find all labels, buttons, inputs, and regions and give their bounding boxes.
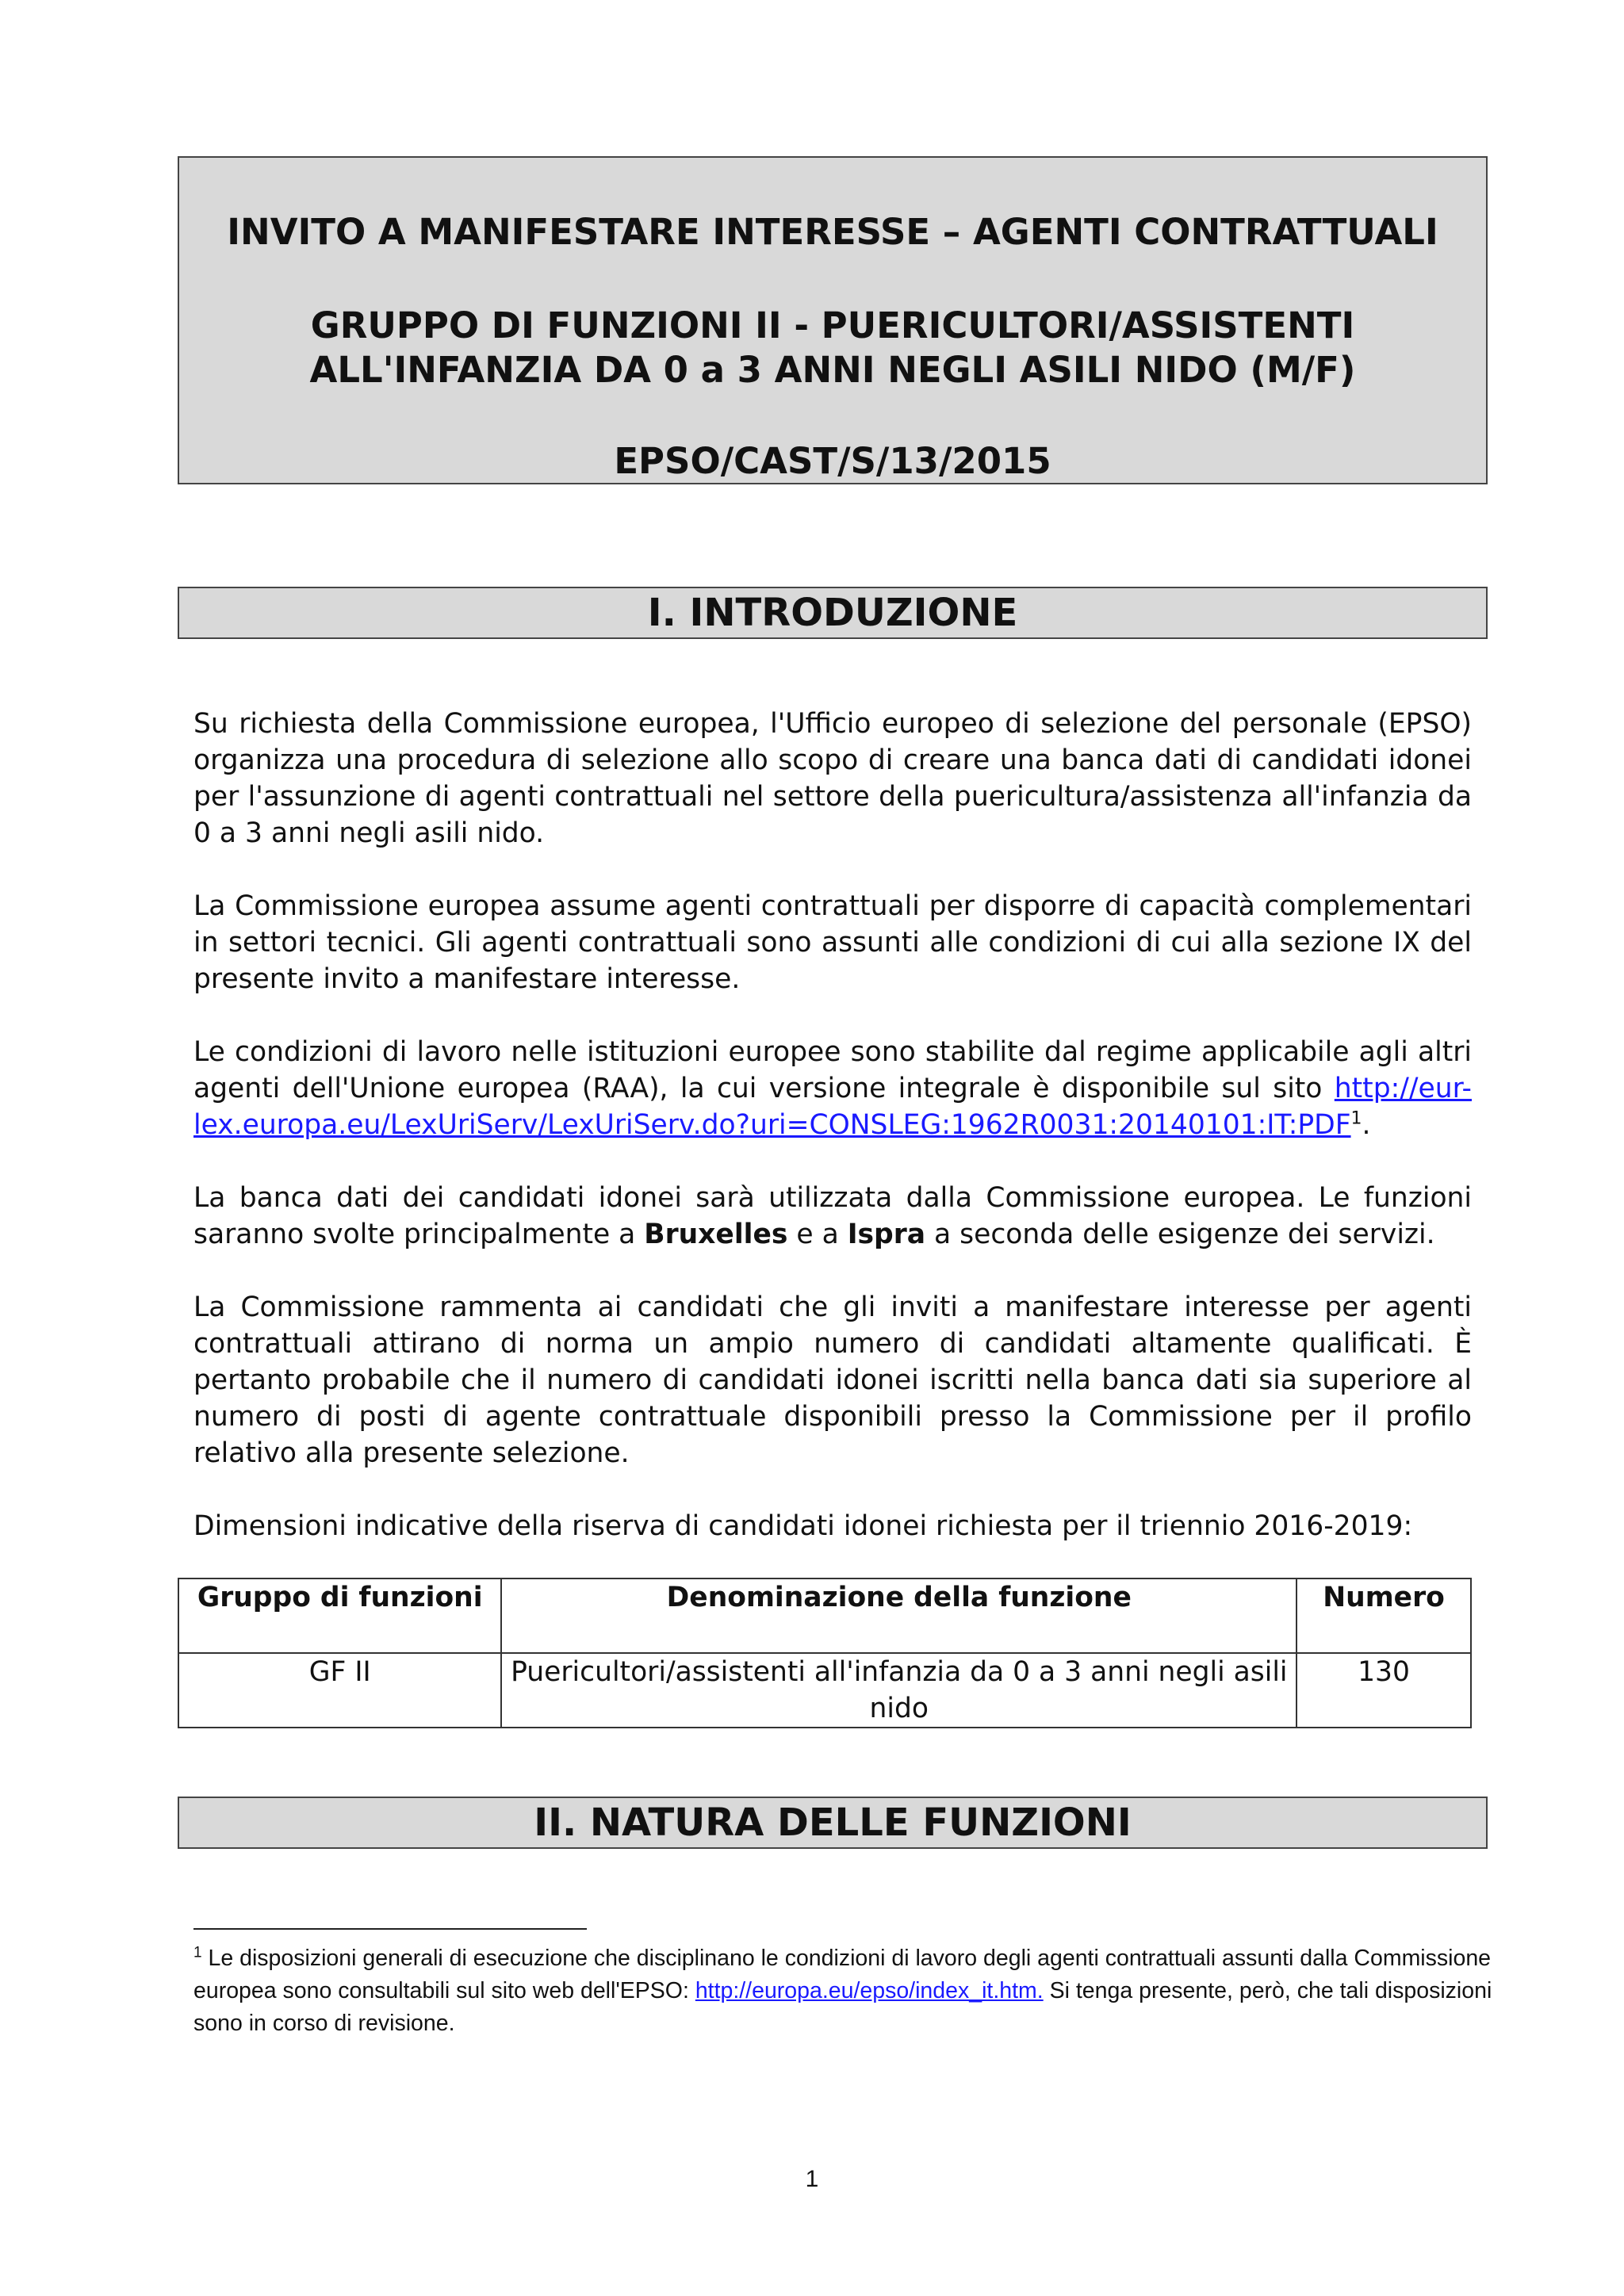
title-line-3: ALL'INFANZIA DA 0 a 3 ANNI NEGLI ASILI NIDO (M/F)	[309, 349, 1356, 391]
footnote	[193, 1942, 1494, 2040]
footnote-separator	[193, 1928, 587, 1930]
table-row	[178, 1653, 1471, 1728]
footnote-text: Le disposizioni generali di esecuzione che disciplinano le condizioni di lavoro degli agenti contrattuali assunti dalla Commissione europea sono consultabili sul sito web dell'EPSO:	[193, 1946, 1492, 2003]
table-cell-denominazione: Puericultori/assistenti all'infanzia da 0 a 3 anni negli asili nido	[501, 1653, 1297, 1728]
paragraph-4-text-a: La banca dati dei candidati idonei sarà utilizzata dalla Commissione europea. Le funzioni saranno svolte principalmente a	[193, 1182, 1472, 1250]
location-ispra: Ispra	[847, 1219, 926, 1250]
paragraph-1: Su richiesta della Commissione europea, l'Ufficio europeo di selezione del personale (EPSO) organizza una procedura di selezione allo scopo di creare una banca dati di candidati idonei per l'assunzione di agenti contrattuali nel settore della puericultura/assistenza all'infanzia da 0 a 3 anni negli asili nido.	[193, 708, 1472, 849]
location-bruxelles: Bruxelles	[644, 1219, 788, 1250]
paragraph-3-text: Le condizioni di lavoro nelle istituzioni europee sono stabilite dal regime applicabile agli altri agenti dell'Unione europea (RAA), la cui versione integrale è disponibile sul sito	[193, 1036, 1472, 1104]
title-reference-code: EPSO/CAST/S/13/2015	[614, 440, 1051, 482]
paragraph-5: La Commissione rammenta ai candidati che gli inviti a manifestare interesse per agenti contrattuali attirano di norma un ampio numero di candidati altamente qualificati. È pertanto probabile che il numero di candidati idonei iscritti nella banca dati sia superiore al numero di posti di agente contrattuale disponibili presso la Commissione per il profilo relativo alla presente selezione.	[193, 1292, 1472, 1469]
page-number: 1	[805, 2166, 819, 2192]
footnote-ref[interactable]: 1	[1350, 1108, 1362, 1129]
paragraph-4	[193, 1180, 1472, 1253]
paragraph-6: Dimensioni indicative della riserva di candidati idonei richiesta per il triennio 2016-2019:	[193, 1510, 1413, 1542]
title-line-2: GRUPPO DI FUNZIONI II - PUERICULTORI/ASSISTENTI	[310, 304, 1355, 346]
section-heading-natura-funzioni: II. NATURA DELLE FUNZIONI	[178, 1797, 1488, 1849]
paragraph-4-text-e: a seconda delle esigenze dei servizi.	[925, 1219, 1435, 1250]
paragraph-4-text-c: e a	[787, 1219, 848, 1250]
table-header-numero: Numero	[1297, 1578, 1471, 1653]
title-box	[178, 156, 1488, 484]
reserve-size-table	[178, 1578, 1472, 1728]
footnote-marker: 1	[193, 1944, 202, 1961]
footnote-text-end: Si tenga presente, però, che tali disposizioni sono in corso di revisione.	[193, 1978, 1492, 2036]
table-header-row	[178, 1578, 1471, 1653]
epso-link[interactable]: http://europa.eu/epso/index_it.htm.	[695, 1978, 1044, 2003]
table-cell-gruppo: GF II	[178, 1653, 501, 1728]
section-heading-introduzione: I. INTRODUZIONE	[178, 587, 1488, 639]
paragraph-3	[193, 1034, 1472, 1143]
table-cell-numero: 130	[1297, 1653, 1471, 1728]
table-header-denominazione: Denominazione della funzione	[501, 1578, 1297, 1653]
paragraph-3-end: .	[1362, 1109, 1371, 1141]
title-line-1: INVITO A MANIFESTARE INTERESSE – AGENTI CONTRATTUALI	[227, 211, 1438, 253]
table-header-gruppo: Gruppo di funzioni	[178, 1578, 501, 1653]
paragraph-2: La Commissione europea assume agenti contrattuali per disporre di capacità complementari in settori tecnici. Gli agenti contrattuali sono assunti alle condizioni di cui alla sezione IX del presente invito a manifestare interesse.	[193, 890, 1472, 995]
raa-link[interactable]: http://eur-lex.europa.eu/LexUriServ/LexUriServ.do?uri=CONSLEG:1962R0031:20140101:IT:PDF	[193, 1073, 1472, 1141]
